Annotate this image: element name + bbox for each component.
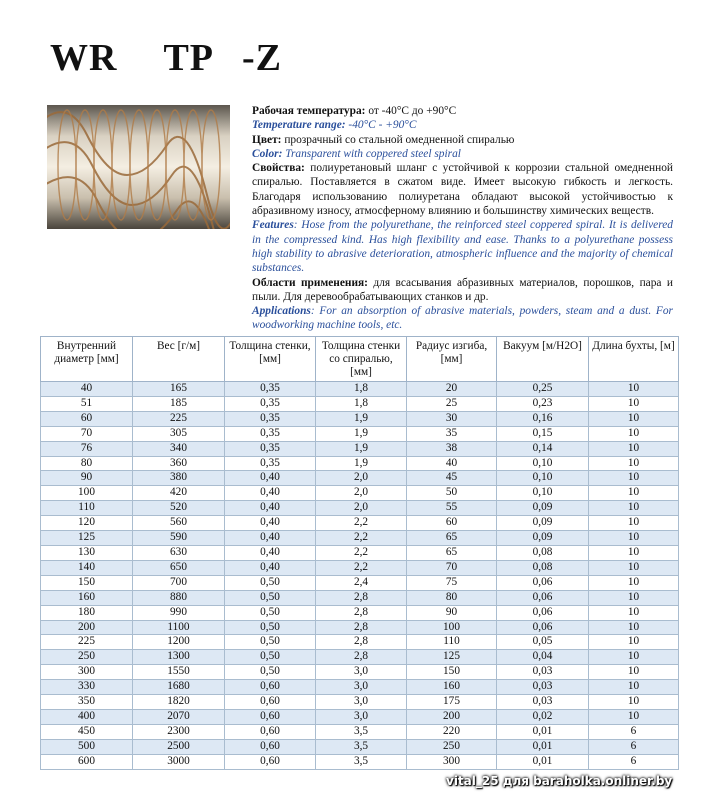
cell-diameter: 600	[41, 754, 133, 769]
cell-radius: 125	[407, 650, 497, 665]
table-row	[41, 739, 679, 754]
cell-radius: 160	[407, 680, 497, 695]
apps-ru-label: Области применения:	[252, 276, 368, 289]
header-coil-length: Длина бухты, [м]	[589, 337, 679, 382]
cell-weight: 590	[133, 531, 225, 546]
apps-ru-value: для всасывания абразивных материалов, порошков, пара и пыли. Для деревообрабатывающих станков и др.	[252, 276, 673, 303]
cell-vacuum: 0,06	[497, 620, 589, 635]
cell-weight: 2070	[133, 709, 225, 724]
cell-diameter: 40	[41, 382, 133, 397]
color-en-value: Transparent with coppered steel spiral	[282, 147, 461, 160]
props-ru-value: полиуретановый шланг с устойчивой к коррозии стальной омедненной спиралью. Поставляется в сжатом виде. Имеет высокую гибкость и легкость. Благодаря использованию полиуретана обладают высокой устойчивостью к абразивному износу, атмосферному влиянию и большинству химических веществ.	[252, 162, 673, 218]
cell-diameter: 500	[41, 739, 133, 754]
cell-wall: 0,35	[225, 426, 316, 441]
table-row	[41, 754, 679, 769]
cell-radius: 38	[407, 441, 497, 456]
cell-length: 6	[589, 754, 679, 769]
cell-wall: 0,60	[225, 709, 316, 724]
cell-length: 10	[589, 501, 679, 516]
cell-weight: 1550	[133, 665, 225, 680]
cell-weight: 2300	[133, 724, 225, 739]
cell-weight: 420	[133, 486, 225, 501]
cell-weight: 1200	[133, 635, 225, 650]
cell-wall: 0,35	[225, 441, 316, 456]
cell-wall: 0,60	[225, 695, 316, 710]
cell-radius: 40	[407, 456, 497, 471]
cell-wall-spiral: 3,5	[316, 754, 407, 769]
cell-diameter: 90	[41, 471, 133, 486]
cell-weight: 630	[133, 545, 225, 560]
cell-radius: 100	[407, 620, 497, 635]
table-row	[41, 605, 679, 620]
cell-diameter: 250	[41, 650, 133, 665]
cell-vacuum: 0,01	[497, 724, 589, 739]
cell-radius: 55	[407, 501, 497, 516]
table-row	[41, 650, 679, 665]
cell-vacuum: 0,01	[497, 739, 589, 754]
cell-radius: 300	[407, 754, 497, 769]
spiral-hose-icon	[47, 105, 230, 229]
cell-vacuum: 0,15	[497, 426, 589, 441]
cell-wall: 0,60	[225, 724, 316, 739]
cell-vacuum: 0,10	[497, 486, 589, 501]
product-description	[252, 104, 673, 333]
cell-weight: 2500	[133, 739, 225, 754]
table-row	[41, 695, 679, 710]
watermark: vital_25 для baraholka.onliner.by	[446, 774, 673, 788]
cell-wall-spiral: 2,8	[316, 650, 407, 665]
cell-wall-spiral: 1,8	[316, 396, 407, 411]
cell-weight: 700	[133, 575, 225, 590]
cell-weight: 165	[133, 382, 225, 397]
cell-weight: 360	[133, 456, 225, 471]
cell-radius: 70	[407, 560, 497, 575]
cell-vacuum: 0,06	[497, 605, 589, 620]
table-row	[41, 426, 679, 441]
cell-diameter: 200	[41, 620, 133, 635]
cell-length: 10	[589, 635, 679, 650]
cell-diameter: 140	[41, 560, 133, 575]
cell-wall: 0,50	[225, 665, 316, 680]
cell-vacuum: 0,06	[497, 590, 589, 605]
table-row	[41, 724, 679, 739]
cell-vacuum: 0,14	[497, 441, 589, 456]
cell-wall-spiral: 2,0	[316, 486, 407, 501]
color-ru-label: Цвет:	[252, 133, 282, 146]
cell-wall: 0,40	[225, 486, 316, 501]
table-row	[41, 456, 679, 471]
table-row	[41, 545, 679, 560]
cell-weight: 1300	[133, 650, 225, 665]
cell-wall-spiral: 1,9	[316, 456, 407, 471]
cell-wall-spiral: 2,8	[316, 635, 407, 650]
cell-wall: 0,35	[225, 411, 316, 426]
cell-diameter: 150	[41, 575, 133, 590]
cell-length: 10	[589, 650, 679, 665]
cell-length: 10	[589, 709, 679, 724]
cell-diameter: 80	[41, 456, 133, 471]
cell-diameter: 110	[41, 501, 133, 516]
cell-wall-spiral: 1,8	[316, 382, 407, 397]
cell-wall-spiral: 3,5	[316, 739, 407, 754]
cell-wall: 0,35	[225, 456, 316, 471]
cell-radius: 250	[407, 739, 497, 754]
cell-length: 10	[589, 605, 679, 620]
cell-length: 10	[589, 545, 679, 560]
table-row	[41, 680, 679, 695]
color-ru-value: прозрачный со стальной омедненной спиралью	[281, 133, 515, 146]
cell-weight: 1100	[133, 620, 225, 635]
cell-radius: 200	[407, 709, 497, 724]
cell-wall: 0,35	[225, 396, 316, 411]
header-wall-thickness: Толщина стенки, [мм]	[225, 337, 316, 382]
cell-wall-spiral: 2,0	[316, 471, 407, 486]
color-ru	[252, 133, 673, 147]
cell-diameter: 225	[41, 635, 133, 650]
cell-wall-spiral: 2,8	[316, 620, 407, 635]
cell-wall-spiral: 1,9	[316, 411, 407, 426]
cell-radius: 60	[407, 516, 497, 531]
cell-length: 10	[589, 426, 679, 441]
cell-radius: 80	[407, 590, 497, 605]
cell-weight: 520	[133, 501, 225, 516]
cell-radius: 90	[407, 605, 497, 620]
cell-diameter: 330	[41, 680, 133, 695]
table-row	[41, 665, 679, 680]
cell-weight: 560	[133, 516, 225, 531]
cell-weight: 225	[133, 411, 225, 426]
cell-vacuum: 0,03	[497, 665, 589, 680]
cell-diameter: 300	[41, 665, 133, 680]
table-row	[41, 575, 679, 590]
cell-vacuum: 0,09	[497, 516, 589, 531]
cell-vacuum: 0,10	[497, 471, 589, 486]
temp-ru-label: Рабочая температура:	[252, 105, 366, 117]
cell-wall-spiral: 3,5	[316, 724, 407, 739]
cell-weight: 1680	[133, 680, 225, 695]
cell-wall-spiral: 1,9	[316, 441, 407, 456]
header-weight: Вес [г/м]	[133, 337, 225, 382]
cell-vacuum: 0,03	[497, 680, 589, 695]
cell-radius: 75	[407, 575, 497, 590]
cell-vacuum: 0,09	[497, 531, 589, 546]
cell-weight: 305	[133, 426, 225, 441]
props-ru-label: Свойства:	[252, 162, 305, 175]
table-row	[41, 486, 679, 501]
cell-wall-spiral: 2,2	[316, 516, 407, 531]
cell-vacuum: 0,03	[497, 695, 589, 710]
cell-vacuum: 0,08	[497, 560, 589, 575]
color-en	[252, 147, 673, 161]
cell-length: 6	[589, 739, 679, 754]
table-row	[41, 396, 679, 411]
apps-en	[252, 304, 673, 333]
table-row	[41, 531, 679, 546]
table-row	[41, 382, 679, 397]
apps-en-label: Applications	[252, 305, 311, 318]
cell-wall: 0,60	[225, 680, 316, 695]
cell-weight: 1820	[133, 695, 225, 710]
cell-wall: 0,50	[225, 620, 316, 635]
features-en	[252, 218, 673, 275]
table-row	[41, 590, 679, 605]
cell-length: 10	[589, 382, 679, 397]
apps-en-value: : For an absorption of abrasive materials, powders, steam and a dust. For woodworking machine tools, etc.	[252, 305, 673, 332]
cell-wall: 0,40	[225, 471, 316, 486]
cell-wall: 0,40	[225, 545, 316, 560]
cell-wall: 0,50	[225, 635, 316, 650]
cell-radius: 220	[407, 724, 497, 739]
cell-weight: 880	[133, 590, 225, 605]
table-row	[41, 411, 679, 426]
props-ru	[252, 161, 673, 218]
cell-vacuum: 0,25	[497, 382, 589, 397]
cell-length: 6	[589, 724, 679, 739]
cell-wall-spiral: 3,0	[316, 665, 407, 680]
cell-wall-spiral: 3,0	[316, 709, 407, 724]
cell-wall-spiral: 2,2	[316, 560, 407, 575]
table-row	[41, 709, 679, 724]
cell-vacuum: 0,23	[497, 396, 589, 411]
spec-table	[40, 336, 679, 770]
cell-radius: 25	[407, 396, 497, 411]
cell-radius: 20	[407, 382, 497, 397]
table-row	[41, 560, 679, 575]
temp-en	[252, 118, 673, 132]
cell-diameter: 160	[41, 590, 133, 605]
cell-wall-spiral: 2,2	[316, 531, 407, 546]
table-row	[41, 471, 679, 486]
header-bend-radius: Радиус изгиба, [мм]	[407, 337, 497, 382]
header-inner-diameter: Внутренний диаметр [мм]	[41, 337, 133, 382]
table-row	[41, 620, 679, 635]
title-part-3: -Z	[242, 37, 283, 79]
cell-wall-spiral: 2,8	[316, 605, 407, 620]
cell-length: 10	[589, 486, 679, 501]
cell-diameter: 125	[41, 531, 133, 546]
cell-wall: 0,50	[225, 605, 316, 620]
color-en-label: Color:	[252, 147, 283, 160]
cell-length: 10	[589, 665, 679, 680]
cell-radius: 45	[407, 471, 497, 486]
cell-wall: 0,60	[225, 754, 316, 769]
cell-wall: 0,60	[225, 739, 316, 754]
cell-wall: 0,40	[225, 560, 316, 575]
cell-wall-spiral: 2,4	[316, 575, 407, 590]
table-row	[41, 501, 679, 516]
cell-wall: 0,40	[225, 501, 316, 516]
table-row	[41, 516, 679, 531]
cell-length: 10	[589, 516, 679, 531]
cell-weight: 3000	[133, 754, 225, 769]
cell-wall: 0,40	[225, 516, 316, 531]
table-body	[41, 382, 679, 770]
table-header-row	[41, 337, 679, 382]
cell-wall-spiral: 2,2	[316, 545, 407, 560]
cell-length: 10	[589, 680, 679, 695]
cell-weight: 340	[133, 441, 225, 456]
cell-length: 10	[589, 411, 679, 426]
cell-diameter: 180	[41, 605, 133, 620]
cell-radius: 65	[407, 531, 497, 546]
cell-diameter: 400	[41, 709, 133, 724]
cell-radius: 30	[407, 411, 497, 426]
cell-diameter: 350	[41, 695, 133, 710]
table-row	[41, 441, 679, 456]
table-row	[41, 635, 679, 650]
cell-diameter: 120	[41, 516, 133, 531]
cell-vacuum: 0,02	[497, 709, 589, 724]
features-en-label: Features	[252, 219, 294, 232]
cell-weight: 990	[133, 605, 225, 620]
cell-length: 10	[589, 471, 679, 486]
cell-radius: 50	[407, 486, 497, 501]
cell-diameter: 60	[41, 411, 133, 426]
cell-wall-spiral: 1,9	[316, 426, 407, 441]
cell-diameter: 70	[41, 426, 133, 441]
cell-diameter: 100	[41, 486, 133, 501]
cell-vacuum: 0,05	[497, 635, 589, 650]
cell-length: 10	[589, 590, 679, 605]
cell-vacuum: 0,08	[497, 545, 589, 560]
cell-length: 10	[589, 441, 679, 456]
cell-length: 10	[589, 575, 679, 590]
cell-wall: 0,50	[225, 650, 316, 665]
cell-wall: 0,40	[225, 531, 316, 546]
cell-length: 10	[589, 560, 679, 575]
cell-weight: 185	[133, 396, 225, 411]
cell-vacuum: 0,01	[497, 754, 589, 769]
cell-radius: 110	[407, 635, 497, 650]
cell-radius: 35	[407, 426, 497, 441]
cell-wall: 0,50	[225, 590, 316, 605]
apps-ru	[252, 276, 673, 305]
hose-photo	[47, 105, 230, 229]
cell-length: 10	[589, 620, 679, 635]
cell-radius: 150	[407, 665, 497, 680]
cell-diameter: 450	[41, 724, 133, 739]
cell-length: 10	[589, 695, 679, 710]
cell-diameter: 76	[41, 441, 133, 456]
cell-weight: 380	[133, 471, 225, 486]
temp-ru-value: от -40°С до +90°С	[365, 105, 457, 117]
features-en-value: : Hose from the polyurethane, the reinforced steel coppered spiral. It is delivered in the compressed kind. Has high flexibility and ease. Thanks to a polyurethane possess high stability to abrasive deterioration, atmospheric influence and the majority of chemical substances.	[252, 219, 673, 275]
cell-wall-spiral: 2,0	[316, 501, 407, 516]
title-part-2: TP	[163, 37, 215, 79]
temp-en-value: -40°C - +90°C	[345, 119, 417, 132]
cell-vacuum: 0,16	[497, 411, 589, 426]
header-wall-with-spiral: Толщина стенки со спиралью, [мм]	[316, 337, 407, 382]
cell-wall: 0,50	[225, 575, 316, 590]
cell-length: 10	[589, 456, 679, 471]
cell-vacuum: 0,10	[497, 456, 589, 471]
cell-wall-spiral: 3,0	[316, 695, 407, 710]
cell-vacuum: 0,04	[497, 650, 589, 665]
title-part-1: WR	[50, 37, 118, 79]
product-title	[50, 36, 282, 80]
temp-en-label: Temperature range:	[252, 119, 346, 132]
cell-wall-spiral: 2,8	[316, 590, 407, 605]
cell-wall-spiral: 3,0	[316, 680, 407, 695]
temp-ru	[252, 104, 673, 118]
cell-diameter: 51	[41, 396, 133, 411]
cell-radius: 65	[407, 545, 497, 560]
cell-weight: 650	[133, 560, 225, 575]
cell-length: 10	[589, 396, 679, 411]
cell-length: 10	[589, 531, 679, 546]
cell-diameter: 130	[41, 545, 133, 560]
cell-wall: 0,35	[225, 382, 316, 397]
header-vacuum: Вакуум [м/H2O]	[497, 337, 589, 382]
cell-radius: 175	[407, 695, 497, 710]
cell-vacuum: 0,09	[497, 501, 589, 516]
cell-vacuum: 0,06	[497, 575, 589, 590]
